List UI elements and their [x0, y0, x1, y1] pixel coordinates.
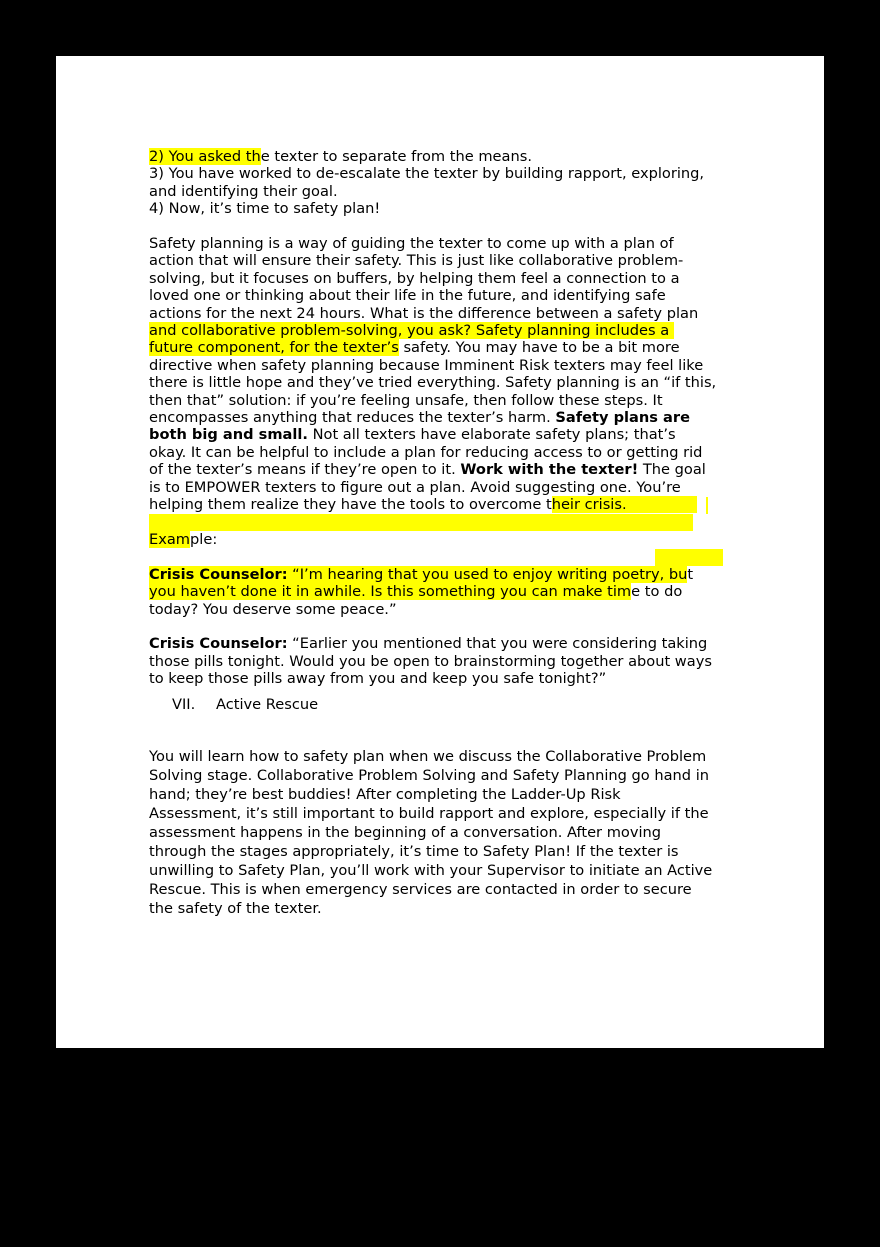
section-number: VII.: [172, 695, 196, 713]
section-heading: [149, 696, 739, 713]
speaker-label: Crisis Counselor:: [149, 565, 288, 583]
step-2: 2) You asked the texter to separate from the means.: [149, 148, 532, 165]
document-page: [56, 56, 824, 1048]
highlighted-text: future component, for the texter’s: [149, 339, 399, 357]
example-label: Example:: [149, 530, 218, 548]
active-rescue-paragraph: You will learn how to safety plan when we discuss the Collaborative Problem Solving stage. Collaborative Problem Solving and Safety Planning go hand in hand; they’re best buddies! After completing the Ladder-Up Risk Assessment, it’s still important to build rapport and explore, especially if the assessment happens in the beginning of a conversation. After moving through the stages appropriately, it’s time to Safety Plan! If the texter is unwilling to Safety Plan, you’ll work with your Supervisor to initiate an Active Rescue. This is when emergency services are contacted in order to secure the safety of the texter.: [149, 747, 713, 917]
highlighted-text: 2) You asked th: [149, 148, 261, 165]
highlighted-text: Exam: [149, 530, 191, 548]
example-2: Crisis Counselor: “Earlier you mentioned that you were considering taking those pills tonight. Would you be open to brainstorming together about ways to keep those pills away from you and keep you safe tonight?”: [149, 635, 712, 688]
highlighted-text: you haven’t done it in awhile. Is this something you can make tim: [149, 583, 632, 601]
section-title: Active Rescue: [216, 695, 319, 713]
step-4: 4) Now, it’s time to safety plan!: [149, 200, 381, 218]
steps-list: [149, 148, 739, 218]
bold-emphasis: Safety plans are: [555, 409, 690, 427]
document-body: [149, 148, 739, 918]
bold-emphasis: both big and small.: [149, 426, 308, 444]
safety-planning-paragraph: Safety planning is a way of guiding the texter to come up with a plan of action that will ensure their safety. This is just like collaborative problem- solving, but it focuses on buffers, by helping them feel a connection to a loved one or thinking about their life in the future, and identifying safe actions for the next 24 hours. What is the difference between a safety plan and collaborative problem-solving, you ask? Safety planning includes a future component, for the texter’s safety. You may have to be a bit more directive when safety planning because Imminent Risk texters may feel like there is little hope and they’ve tried everything. Safety planning is an “if this, then that” solution: if you’re feeling unsafe, then follow these steps. It encompasses anything that reduces the texter’s harm. Safety plans are both big and small. Not all texters have elaborate safety plans; that’s okay. It can be helpful to include a plan for reducing access to or getting rid of the texter’s means if they’re open to it. Work with the texter! The goal is to EMPOWER texters to figure out a plan. Avoid suggesting one. You’re helping them realize they have the tools to overcome their crisis.: [149, 235, 717, 514]
step-3: 3) You have worked to de-escalate the texter by building rapport, exploring, and identifying their goal.: [149, 165, 705, 200]
bold-emphasis: Work with the texter!: [460, 461, 639, 479]
speaker-label: Crisis Counselor:: [149, 635, 288, 653]
example-1: Crisis Counselor: “I’m hearing that you used to enjoy writing poetry, but you haven’t done it in awhile. Is this something you can make time to do today? You deserve some peace.”: [149, 565, 694, 618]
highlighted-text: heir crisis.: [552, 496, 697, 513]
highlighted-text: and collaborative problem-solving, you ask? Safety planning includes a: [149, 322, 674, 340]
